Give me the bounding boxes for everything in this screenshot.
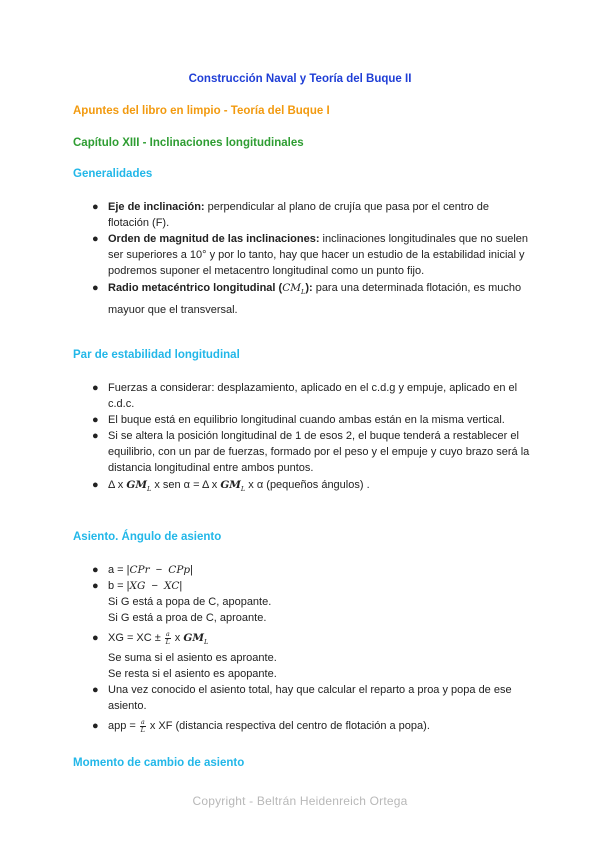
formula-text: b = |: [108, 580, 130, 592]
item-text: Una vez conocido el asiento total, hay que calcular el reparto a proa y popa de ese asiento.: [108, 684, 512, 712]
generalidades-list: [92, 199, 532, 319]
term-label: Radio metacéntrico longitudinal (: [108, 282, 283, 294]
document-title: Construcción Naval y Teoría del Buque II: [188, 73, 412, 85]
copyright-footer: Copyright - Beltrán Heidenreich Ortega: [192, 794, 408, 808]
fraction-numerator: a: [140, 717, 145, 726]
math-gm: GM: [183, 632, 204, 644]
math-gm: GM: [220, 479, 241, 491]
formula-text: a = |: [108, 564, 130, 576]
term-text: para una determinada flotación, es mucho mayuor que el transversal.: [108, 282, 522, 316]
item-text: Fuerzas a considerar: desplazamiento, aplicado en el c.d.g y empuje, aplicado en el c.d.c.: [108, 382, 518, 410]
math-cm: CM: [282, 282, 301, 294]
book-heading: Apuntes del libro en limpio - Teoría del Buque I: [73, 105, 330, 117]
formula-text: XG = XC ±: [108, 632, 164, 644]
list-item: [92, 718, 532, 734]
note-text: Se suma si el asiento es aproante.: [108, 652, 277, 664]
bullet-icon: ●: [92, 720, 99, 732]
section-heading-momento: Momento de cambio de asiento: [73, 757, 245, 769]
list-item: [92, 562, 532, 578]
math-cpp: CPp: [168, 564, 191, 576]
math-subscript: L: [240, 485, 246, 493]
bullet-icon: ●: [92, 233, 99, 245]
bullet-icon: ●: [92, 430, 99, 442]
math-xg: XG: [129, 580, 146, 592]
list-item: [92, 630, 532, 682]
bullet-icon: ●: [92, 580, 99, 592]
term-label: Eje de inclinación:: [108, 201, 205, 213]
math-xc: XC: [164, 580, 180, 592]
bullet-icon: ●: [92, 201, 99, 213]
math-operator: −: [145, 580, 165, 592]
formula-text: |: [179, 580, 183, 592]
term-label-end: ):: [305, 282, 313, 294]
bullet-icon: ●: [92, 282, 99, 294]
fraction-numerator: a: [165, 629, 170, 638]
fraction: [165, 631, 171, 646]
bullet-icon: ●: [92, 684, 99, 696]
list-item: [92, 682, 532, 714]
list-item: [92, 279, 532, 319]
term-text: inclinaciones longitudinales que no suelen ser superiores a 10° y por lo tanto, hay que hacer un estudio de la estabilidad inicial y podremos suponer el metacentro longitudinal como un punto fijo.: [108, 233, 529, 277]
list-item: [92, 412, 532, 428]
list-item: [92, 199, 532, 231]
formula-text: |: [190, 564, 193, 576]
section-heading-generalidades: Generalidades: [73, 168, 153, 180]
math-operator: −: [149, 564, 169, 576]
formula-text: app =: [108, 720, 139, 732]
bullet-icon: ●: [92, 479, 99, 491]
note-text: Se resta si el asiento es apopante.: [108, 668, 277, 680]
chapter-heading: Capítulo XIII - Inclinaciones longitudinales: [73, 137, 304, 149]
term-label: Orden de magnitud de las inclinaciones:: [108, 233, 320, 245]
par-list: [92, 380, 532, 498]
bullet-icon: ●: [92, 632, 99, 644]
fraction-denominator: L: [140, 725, 145, 734]
list-item: [92, 428, 532, 476]
math-subscript: L: [146, 485, 152, 493]
fraction: [140, 719, 146, 734]
bullet-icon: ●: [92, 382, 99, 394]
formula-text: Δ x: [108, 479, 127, 491]
list-item: [92, 231, 532, 279]
bullet-icon: ●: [92, 564, 99, 576]
note-text: Si G está a proa de C, aproante.: [108, 612, 267, 624]
section-heading-asiento: Asiento. Ángulo de asiento: [73, 531, 222, 543]
math-cpr: CPr: [129, 564, 150, 576]
term-text: perpendicular al plano de crujía que pasa por el centro de flotación (F).: [108, 201, 489, 229]
list-item: [92, 476, 532, 498]
formula-text: x sen α = Δ x: [151, 479, 221, 491]
list-item: [92, 578, 532, 626]
section-heading-par: Par de estabilidad longitudinal: [73, 349, 240, 361]
bullet-icon: ●: [92, 414, 99, 426]
math-gm: GM: [126, 479, 147, 491]
math-subscript: L: [300, 288, 306, 296]
formula-text: x α (pequeños ángulos) .: [245, 479, 370, 491]
math-subscript: L: [203, 638, 209, 646]
fraction-denominator: L: [165, 637, 170, 646]
formula-text: x: [171, 632, 184, 644]
list-item: [92, 380, 532, 412]
asiento-list: [92, 562, 532, 734]
item-text: El buque está en equilibrio longitudinal cuando ambas están en la misma vertical.: [108, 414, 505, 426]
item-text: Si se altera la posición longitudinal de 1 de esos 2, el buque tenderá a restablecer el equilibrio, con un par de fuerzas, formado por el peso y el empuje y cuyo brazo será la distancia longitudinal entre ambos puntos.: [108, 430, 530, 474]
formula-text: x XF (distancia respectiva del centro de flotación a popa).: [146, 720, 430, 732]
note-text: Si G está a popa de C, apopante.: [108, 596, 272, 608]
